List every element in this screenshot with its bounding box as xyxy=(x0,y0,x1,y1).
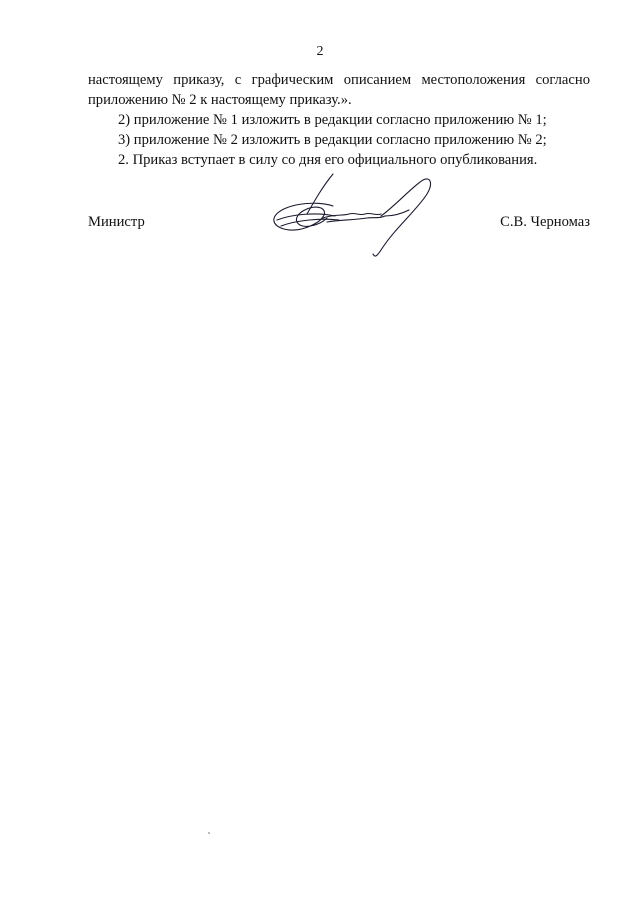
signatory-name: С.В. Черномаз xyxy=(500,214,590,230)
handwritten-signature xyxy=(263,170,433,258)
paragraph-continuation-line-2: приложению № 2 к настоящему приказу.». xyxy=(88,92,352,108)
scan-artifact-dot xyxy=(208,832,210,834)
paragraph-item-3: 3) приложение № 2 изложить в редакции согласно приложению № 2; xyxy=(118,132,547,148)
signature-block xyxy=(88,170,590,260)
paragraph-point-2: 2. Приказ вступает в силу со дня его официального опубликования. xyxy=(118,152,538,168)
document-body xyxy=(88,70,590,170)
paragraph-item-2: 2) приложение № 1 изложить в редакции согласно приложению № 1; xyxy=(118,112,547,128)
page-number: 2 xyxy=(316,44,324,59)
signatory-position: Министр xyxy=(88,214,145,230)
paragraph-continuation-line-1: настоящему приказу, с графическим описанием местоположения согласно xyxy=(88,72,590,88)
